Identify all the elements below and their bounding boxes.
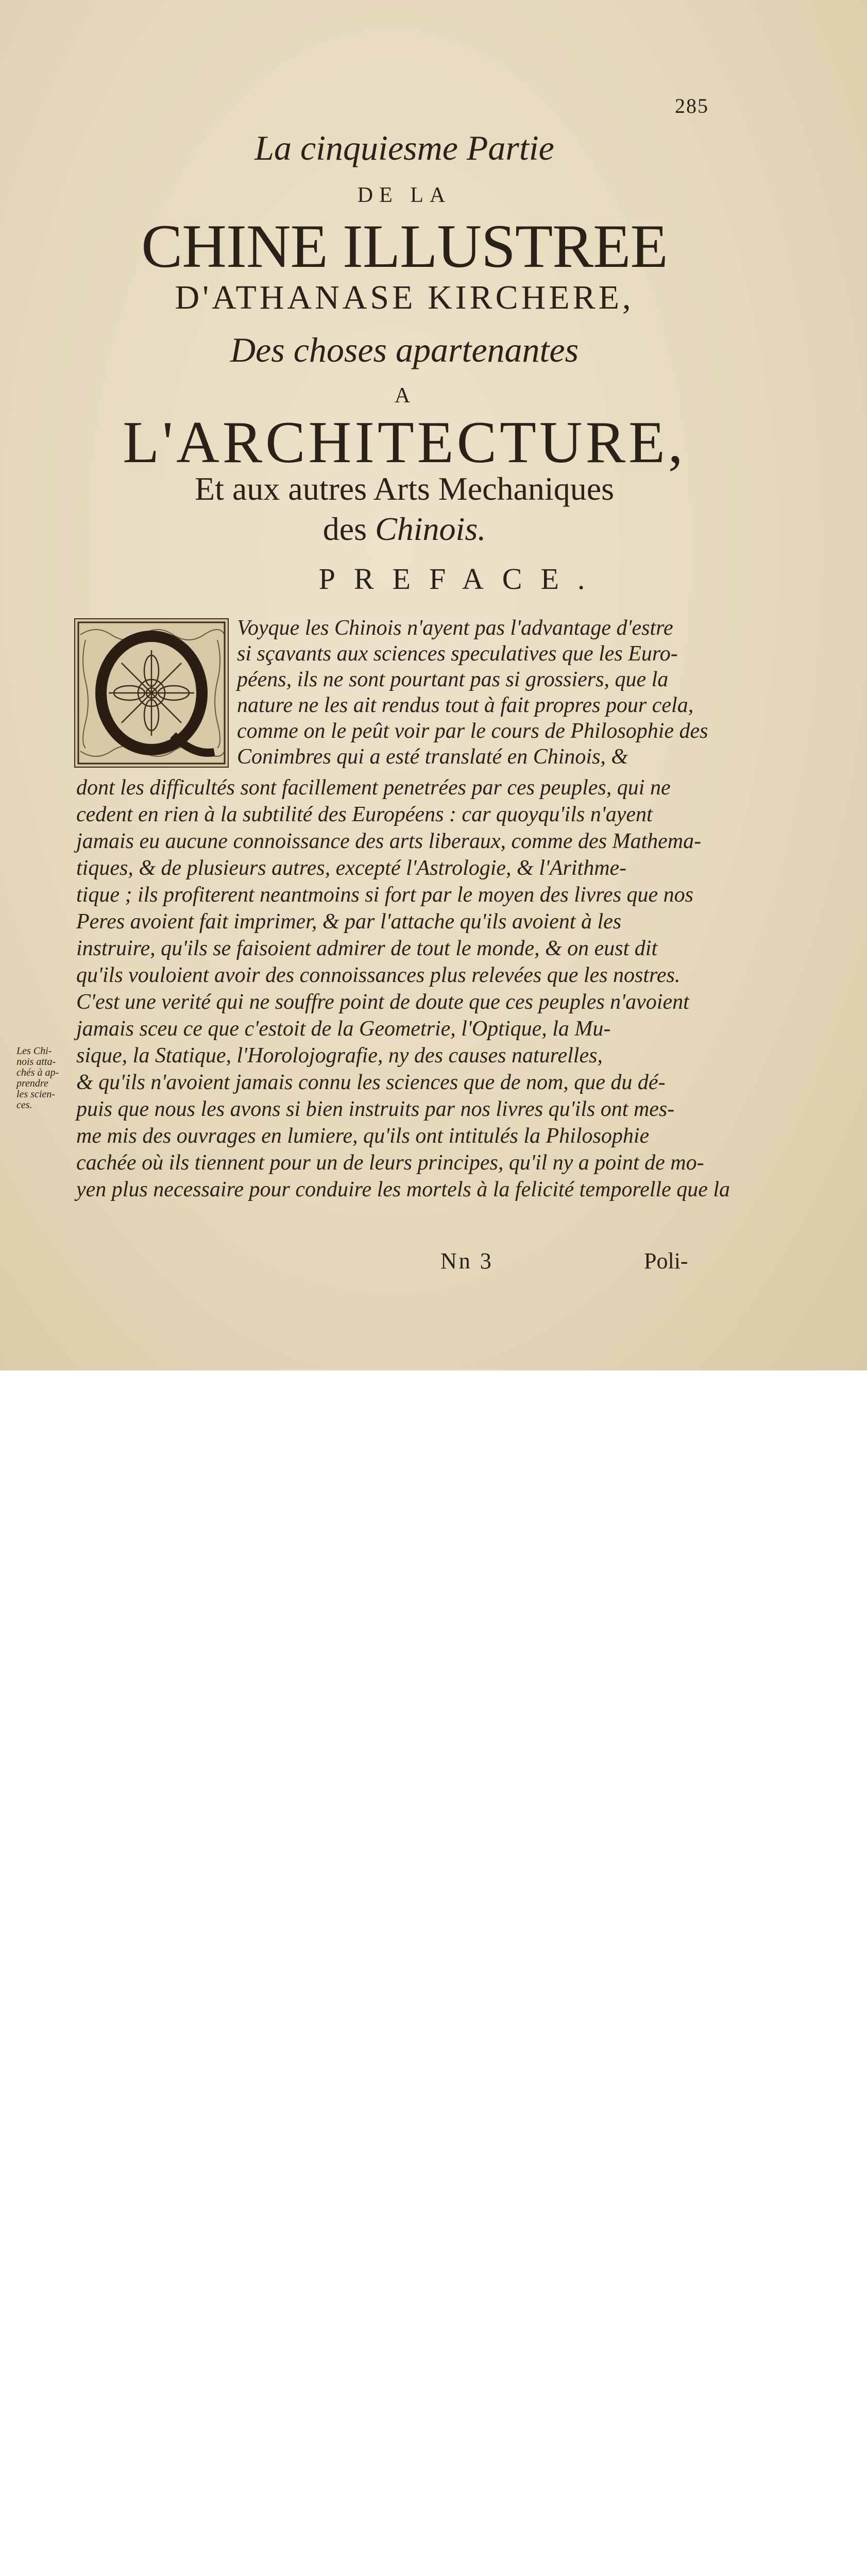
body-line: qu'ils vouloient avoir des connoissances plus relevées que les nostres. — [76, 963, 681, 987]
des-word: des — [322, 511, 367, 547]
body-line: cachée où ils tiennent pour un de leurs principes, qu'il ny a point de mo- — [76, 1151, 704, 1175]
main-title: CHINE ILLUSTREE — [141, 212, 668, 280]
title-a: A — [394, 384, 415, 408]
arts-line: Et aux autres Arts Mechaniques — [195, 470, 614, 507]
margin-note-line: nois atta- — [16, 1056, 56, 1067]
subtitle-line: Des choses apartenantes — [230, 330, 579, 369]
ornament-icon — [75, 619, 228, 767]
page-number: 285 — [675, 94, 709, 117]
catchword: Poli- — [644, 1248, 688, 1274]
chinois-line — [0, 510, 809, 548]
body-line: instruire, qu'ils se faisoient admirer de tout le monde, & on eust dit — [76, 937, 658, 960]
body-line: comme on le peût voir par le cours de Philosophie des — [237, 719, 708, 743]
body-line: C'est une verité qui ne souffre point de doute que ces peuples n'avoient — [76, 990, 689, 1014]
body-line: Conimbres qui a esté translaté en Chinois, & — [237, 745, 628, 769]
body-line: me mis des ouvrages en lumiere, qu'ils ont intitulés la Philosophie — [76, 1124, 650, 1148]
body-line: Voyque les Chinois n'ayent pas l'advantage d'estre — [237, 616, 673, 640]
margin-note-line: les scien- — [16, 1089, 55, 1100]
body-line: tiques, & de plusieurs autres, excepté l'Astrologie, & l'Arithme- — [76, 856, 627, 880]
body-line: jamais eu aucune connoissance des arts liberaux, comme des Mathema- — [76, 829, 702, 853]
title-de-la: DE LA — [357, 183, 452, 207]
body-line: si sçavants aux sciences speculatives que les Euro- — [237, 642, 678, 666]
body-line: tique ; ils profiterent neantmoins si fort par le moyen des livres que nos — [76, 883, 694, 907]
margin-note-line: Les Chi- — [16, 1045, 52, 1057]
margin-note — [16, 1046, 63, 1111]
signature-mark: Nn 3 — [440, 1248, 494, 1274]
body-line: & qu'ils n'avoient jamais connu les sciences que de nom, que du dé- — [76, 1071, 666, 1094]
author-line: D'ATHANASE KIRCHERE, — [175, 279, 634, 316]
body-line: puis que nous les avons si bien instruits par nos livres qu'ils ont mes- — [76, 1097, 675, 1121]
decorated-initial — [74, 618, 229, 768]
body-line: cedent en rien à la subtilité des Européens : car quoyqu'ils n'ayent — [76, 803, 653, 826]
body-line: jamais sceu ce que c'estoit de la Geometrie, l'Optique, la Mu- — [76, 1017, 611, 1041]
margin-note-line: chés à ap- — [16, 1067, 59, 1078]
body-line: dont les difficultés sont facillement penetrées par ces peuples, qui ne — [76, 776, 671, 800]
body-line: sique, la Statique, l'Horolojografie, ny des causes naturelles, — [76, 1044, 603, 1067]
chinois-word: Chinois. — [375, 511, 486, 547]
body-line: Peres avoient fait imprimer, & par l'attache qu'ils avoient à les — [76, 910, 622, 934]
viewer-footer — [0, 1370, 867, 1433]
margin-note-line: prendre — [16, 1078, 48, 1089]
preface-heading: PREFACE. — [318, 562, 604, 596]
body-line: péens, ils ne sont pourtant pas si grossiers, que la — [237, 668, 669, 691]
part-title: La cinquiesme Partie — [254, 128, 554, 167]
body-line: nature ne les ait rendus tout à fait propres pour cela, — [237, 693, 694, 717]
architecture-title: L'ARCHITECTURE, — [123, 410, 686, 476]
body-line: yen plus necessaire pour conduire les mortels à la felicité temporelle que la — [76, 1178, 730, 1201]
margin-note-line: ces. — [16, 1099, 32, 1111]
